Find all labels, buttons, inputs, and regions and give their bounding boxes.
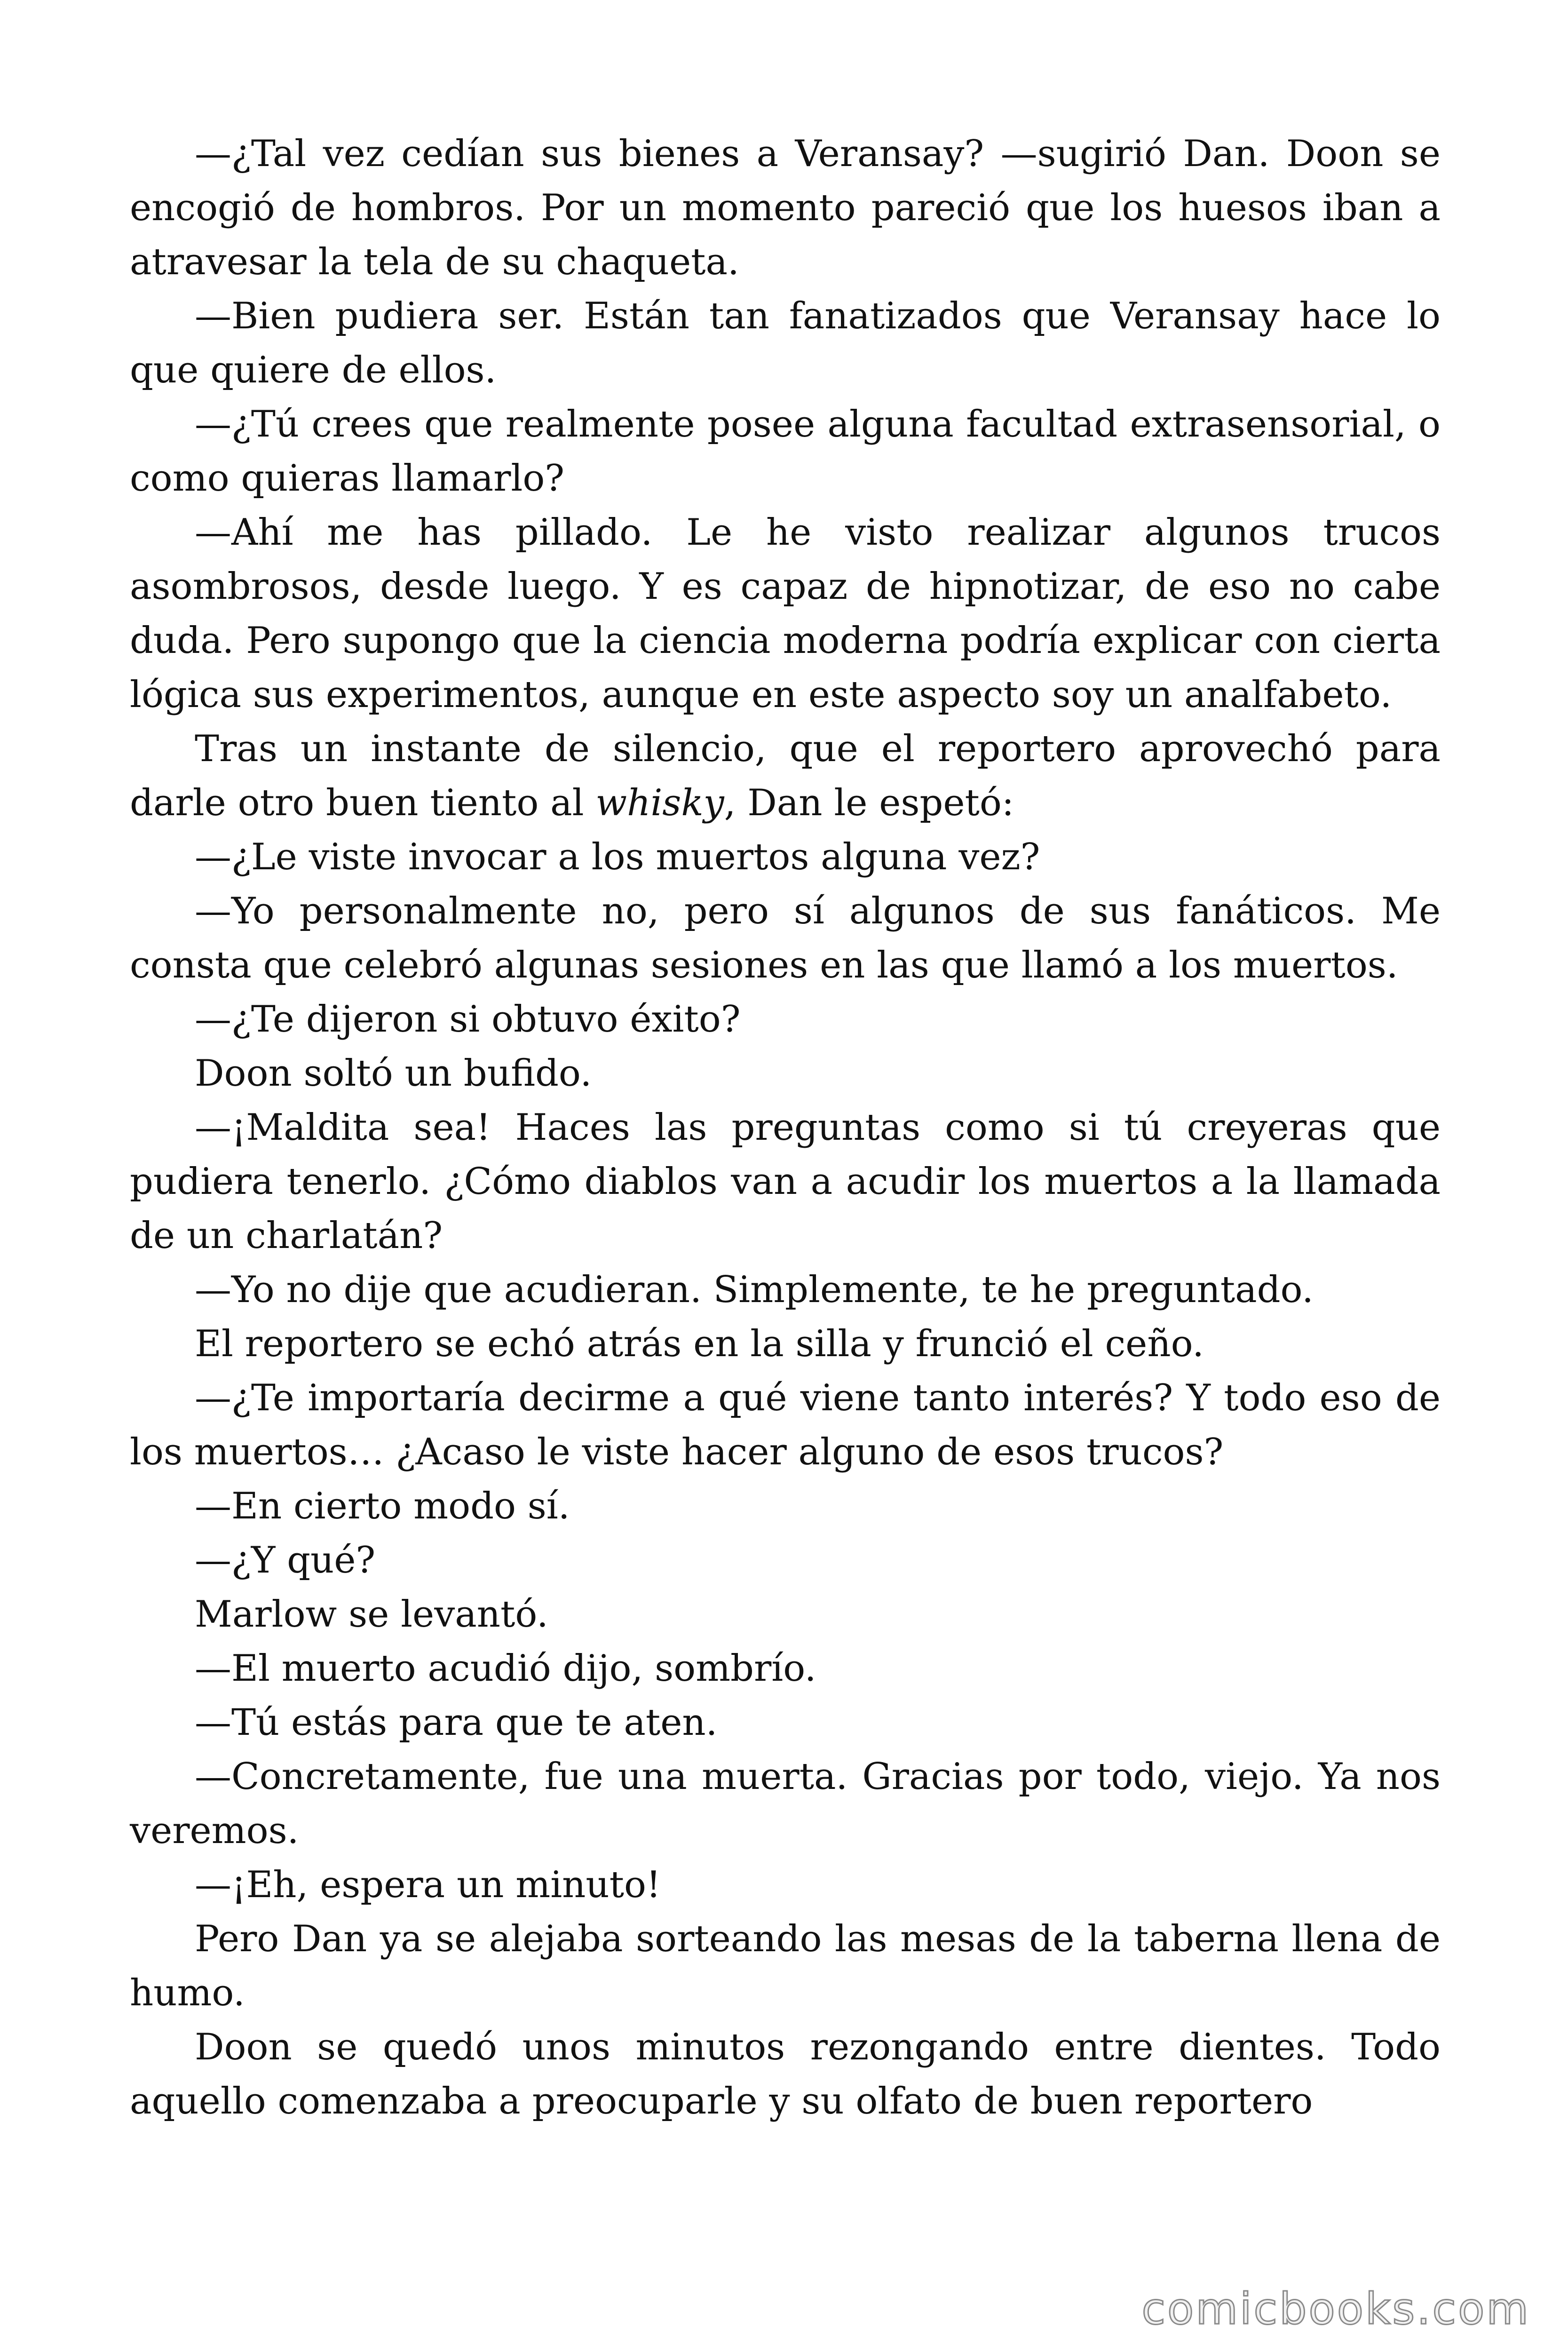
paragraph: —¡Maldita sea! Haces las preguntas como si tú creyeras que pudiera tenerlo. ¿Cómo diablos van a acudir los muertos a la llamada de un charlatán?	[130, 1106, 1441, 1257]
paragraph: El reportero se echó atrás en la silla y frunció el ceño.	[195, 1323, 1204, 1365]
paragraph: —En cierto modo sí.	[195, 1485, 570, 1527]
paragraph-text: Tras un instante de silencio, que el reportero aprovechó para darle otro buen tiento al	[130, 728, 1441, 824]
paragraph: —¿Y qué?	[195, 1539, 376, 1581]
paragraph: Doon se quedó unos minutos rezongando entre dientes. Todo aquello comenzaba a preocuparle y su olfato de buen reportero	[130, 2026, 1441, 2122]
paragraph: —El muerto acudió dijo, sombrío.	[195, 1647, 816, 1690]
paragraph: —Tú estás para que te aten.	[195, 1701, 718, 1744]
watermark: comicbooks.com	[1141, 2284, 1530, 2334]
paragraph: —¡Eh, espera un minuto!	[195, 1864, 661, 1906]
paragraph-text: , Dan le espetó:	[724, 782, 1014, 824]
paragraph: —Yo personalmente no, pero sí algunos de sus fanáticos. Me consta que celebró algunas sesiones en las que llamó a los muertos.	[130, 890, 1441, 986]
paragraph: Doon soltó un bufido.	[195, 1052, 592, 1095]
paragraph: —¿Le viste invocar a los muertos alguna vez?	[195, 836, 1040, 878]
paragraph: —Concretamente, fue una muerta. Gracias por todo, viejo. Ya nos veremos.	[130, 1756, 1441, 1852]
paragraph: —¿Te dijeron si obtuvo éxito?	[195, 998, 741, 1041]
italic-word: whisky	[595, 782, 724, 824]
paragraph: Marlow se levantó.	[195, 1593, 548, 1636]
paragraph: —Bien pudiera ser. Están tan fanatizados que Veransay hace lo que quiere de ellos.	[130, 295, 1441, 391]
page-body	[130, 127, 1441, 2129]
paragraph: Pero Dan ya se alejaba sorteando las mesas de la taberna llena de humo.	[130, 1918, 1441, 2014]
paragraph: —¿Tú crees que realmente posee alguna facultad extrasensorial, o como quieras llamarlo?	[130, 403, 1441, 500]
paragraph: —¿Tal vez cedían sus bienes a Veransay? —sugirió Dan. Doon se encogió de hombros. Por un momento pareció que los huesos iban a atravesar la tela de su chaqueta.	[130, 133, 1441, 283]
paragraph: —Yo no dije que acudieran. Simplemente, te he preguntado.	[195, 1269, 1314, 1311]
paragraph: —¿Te importaría decirme a qué viene tanto interés? Y todo eso de los muertos… ¿Acaso le viste hacer alguno de esos trucos?	[130, 1377, 1441, 1473]
paragraph	[130, 722, 1441, 830]
paragraph: —Ahí me has pillado. Le he visto realizar algunos trucos asombrosos, desde luego. Y es capaz de hipnotizar, de eso no cabe duda. Pero supongo que la ciencia moderna podría explicar con cierta lógica sus experimentos, aunque en este aspecto soy un analfabeto.	[130, 511, 1441, 716]
